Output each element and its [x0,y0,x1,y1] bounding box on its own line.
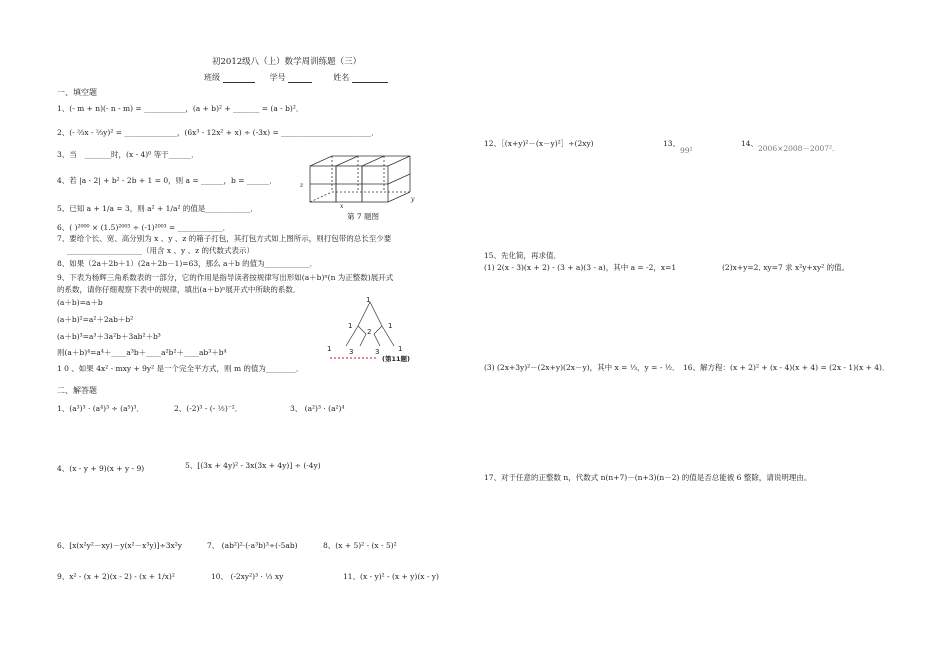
fill-question-2: 2、(- ⅔x - ⅔y)² = ______________，(6x³ - 12x² + x) ÷ (-3x) = ________________________． [57,128,379,137]
fill-question-5: 5、已知 a + 1/a = 3，则 a² + 1/a² 的值是____________． [57,204,258,213]
name-blank[interactable] [352,74,388,83]
answer-question-7: 7、 (ab²)²·(-a³b)³÷(-5ab) [207,541,298,550]
answer-question-11: 11、(x - y)² - (x + y)(x - y) [343,572,439,581]
figure-7-boxes [298,150,428,212]
fig11-num-6: 1 [398,345,403,353]
question-17: 17、对于任意的正整数 n，代数式 n(n+7)－(n+3)(n－2) 的值是否总能被 6 整除，请说明理由。 [484,473,812,482]
answer-question-6: 6、[x(x²y²－xy)－y(x²－x³y)]÷3x²y [57,541,182,550]
number-blank[interactable] [288,74,312,83]
fig7-label-y: y [411,196,415,203]
name-label: 姓名 [333,73,350,82]
question-15-part-1: (1) 2(x - 3)(x + 2) - (3 + a)(3 - a)，其中 a = -2，x=1 [484,263,677,272]
class-label: 班级 [204,73,220,82]
fig11-num-4: 2 [367,328,372,336]
fill-question-7-blank: ____________________（用含 x 、y 、z 的代数式表示） [67,246,254,255]
fill-question-1: 1、(- m + n)(- n - m) = ___________，(a + b)² + _______ = (a - b)²． [57,104,304,113]
fig7-label-x: x [340,203,344,210]
question-13: 13、 [663,139,681,148]
number-label: 学号 [269,73,286,82]
question-15-part-3: (3) (2x+3y)²－(2x+y)(2x－y)，其中 x = ⅓，y = - ½． [484,363,680,372]
fig7-label-z: z [300,182,304,189]
answer-question-9: 9、x² - (x + 2)(x - 2) - (x + 1/x)² [57,572,175,581]
fig11-num-2: 1 [348,322,353,330]
fig11-num-7: 3 [349,348,354,356]
question-15: 15、先化简，再求值． [484,251,562,260]
fig11-num-5: 1 [327,345,332,353]
page-title: 初2012级八（上）数学周训练题（三） [212,57,362,67]
pascal-row-1: (a＋b)=a＋b [57,298,103,307]
fig11-num-3: 1 [388,322,393,330]
fill-question-9-line2: 的系数，请你仔细观察下表中的规律，填出(a＋b)ⁿ展开式中所缺的系数． [57,285,301,294]
section2-heading: 二、解答题 [57,386,97,395]
question-14: 14、 [741,139,759,148]
fill-question-8: 8、如果（2a＋2b＋1）(2a＋2b－1)=63，那么 a＋b 的值为____________． [57,259,318,268]
pascal-row-3: (a＋b)³=a³＋3a²b＋3ab²＋b³ [57,332,161,341]
answer-question-8: 8、(x + 5)² - (x - 5)² [323,541,397,550]
answer-question-1: 1、(a³)³ · (a⁴)³ ÷ (a⁵)³． [57,404,144,413]
question-13-expr: 99² [680,146,693,155]
question-12: 12、［(x+y)²－(x－y)²］÷(2xy) [484,139,594,148]
fill-question-7: 7、要给个长、宽、高分别为 x 、y 、z 的箱子打包，其打包方式如上图所示，则打包带的总长至少要 [57,234,392,243]
figure-11-caption: (第11题) [382,355,410,363]
fill-question-3: 3、当 _______时，(x - 4)⁰ 等于______． [57,150,199,159]
section1-heading: 一、填空题 [57,88,97,97]
fill-question-6: 6、( )²⁰⁰⁰ × (1.5)²⁰⁰³ ÷ (-1)²⁰⁰³ = ____________． [57,223,231,232]
fig11-num-8: 3 [375,348,380,356]
answer-question-3: 3、 (a²)³ · (a²)⁴ [290,404,345,413]
figure-7-caption: 第 7 题图 [347,212,380,221]
answer-question-5: 5、[(3x + 4y)² - 3x(3x + 4y)] ÷ (-4y) [185,461,321,470]
question-16: 16、解方程：(x + 2)² + (x - 4)(x + 4) = (2x - 1)(x + 4)． [683,363,890,372]
answer-question-4: 4、(x - y + 9)(x + y - 9) [57,464,145,473]
class-blank[interactable] [223,74,255,83]
question-14-expr: 2006×2008－2007². [758,144,835,153]
pascal-row-2: (a＋b)²=a²＋2ab＋b² [57,315,134,324]
question-15-part-2: (2)x+y=2, xy=7 求 x²y+xy² 的值。 [722,263,850,272]
fill-question-10: 1 0 、如果 4x² - mxy + 9y² 是一个完全平方式，则 m 的值为________． [57,364,304,373]
fill-question-4: 4、若 |a - 2| + b² - 2b + 1 = 0，则 a = ______，b = ______． [57,176,277,185]
answer-question-2: 2、(-2)³ - (- ½)⁻²． [174,404,243,413]
fill-question-9-answer: 则(a＋b)⁴=a⁴＋____a³b＋____a²b²＋____ab³＋b⁴ [57,348,227,357]
fig11-num-1: 1 [366,296,371,304]
student-info-line [204,73,388,83]
fill-question-9-line1: 9、下表为杨辉三角系数表的一部分，它的作用是指导读者按规律写出形如(a＋b)ⁿ(n 为正整数)展开式 [57,273,394,282]
answer-question-10: 10、 (-2xy²)³ · ⅓ xy [211,572,284,581]
